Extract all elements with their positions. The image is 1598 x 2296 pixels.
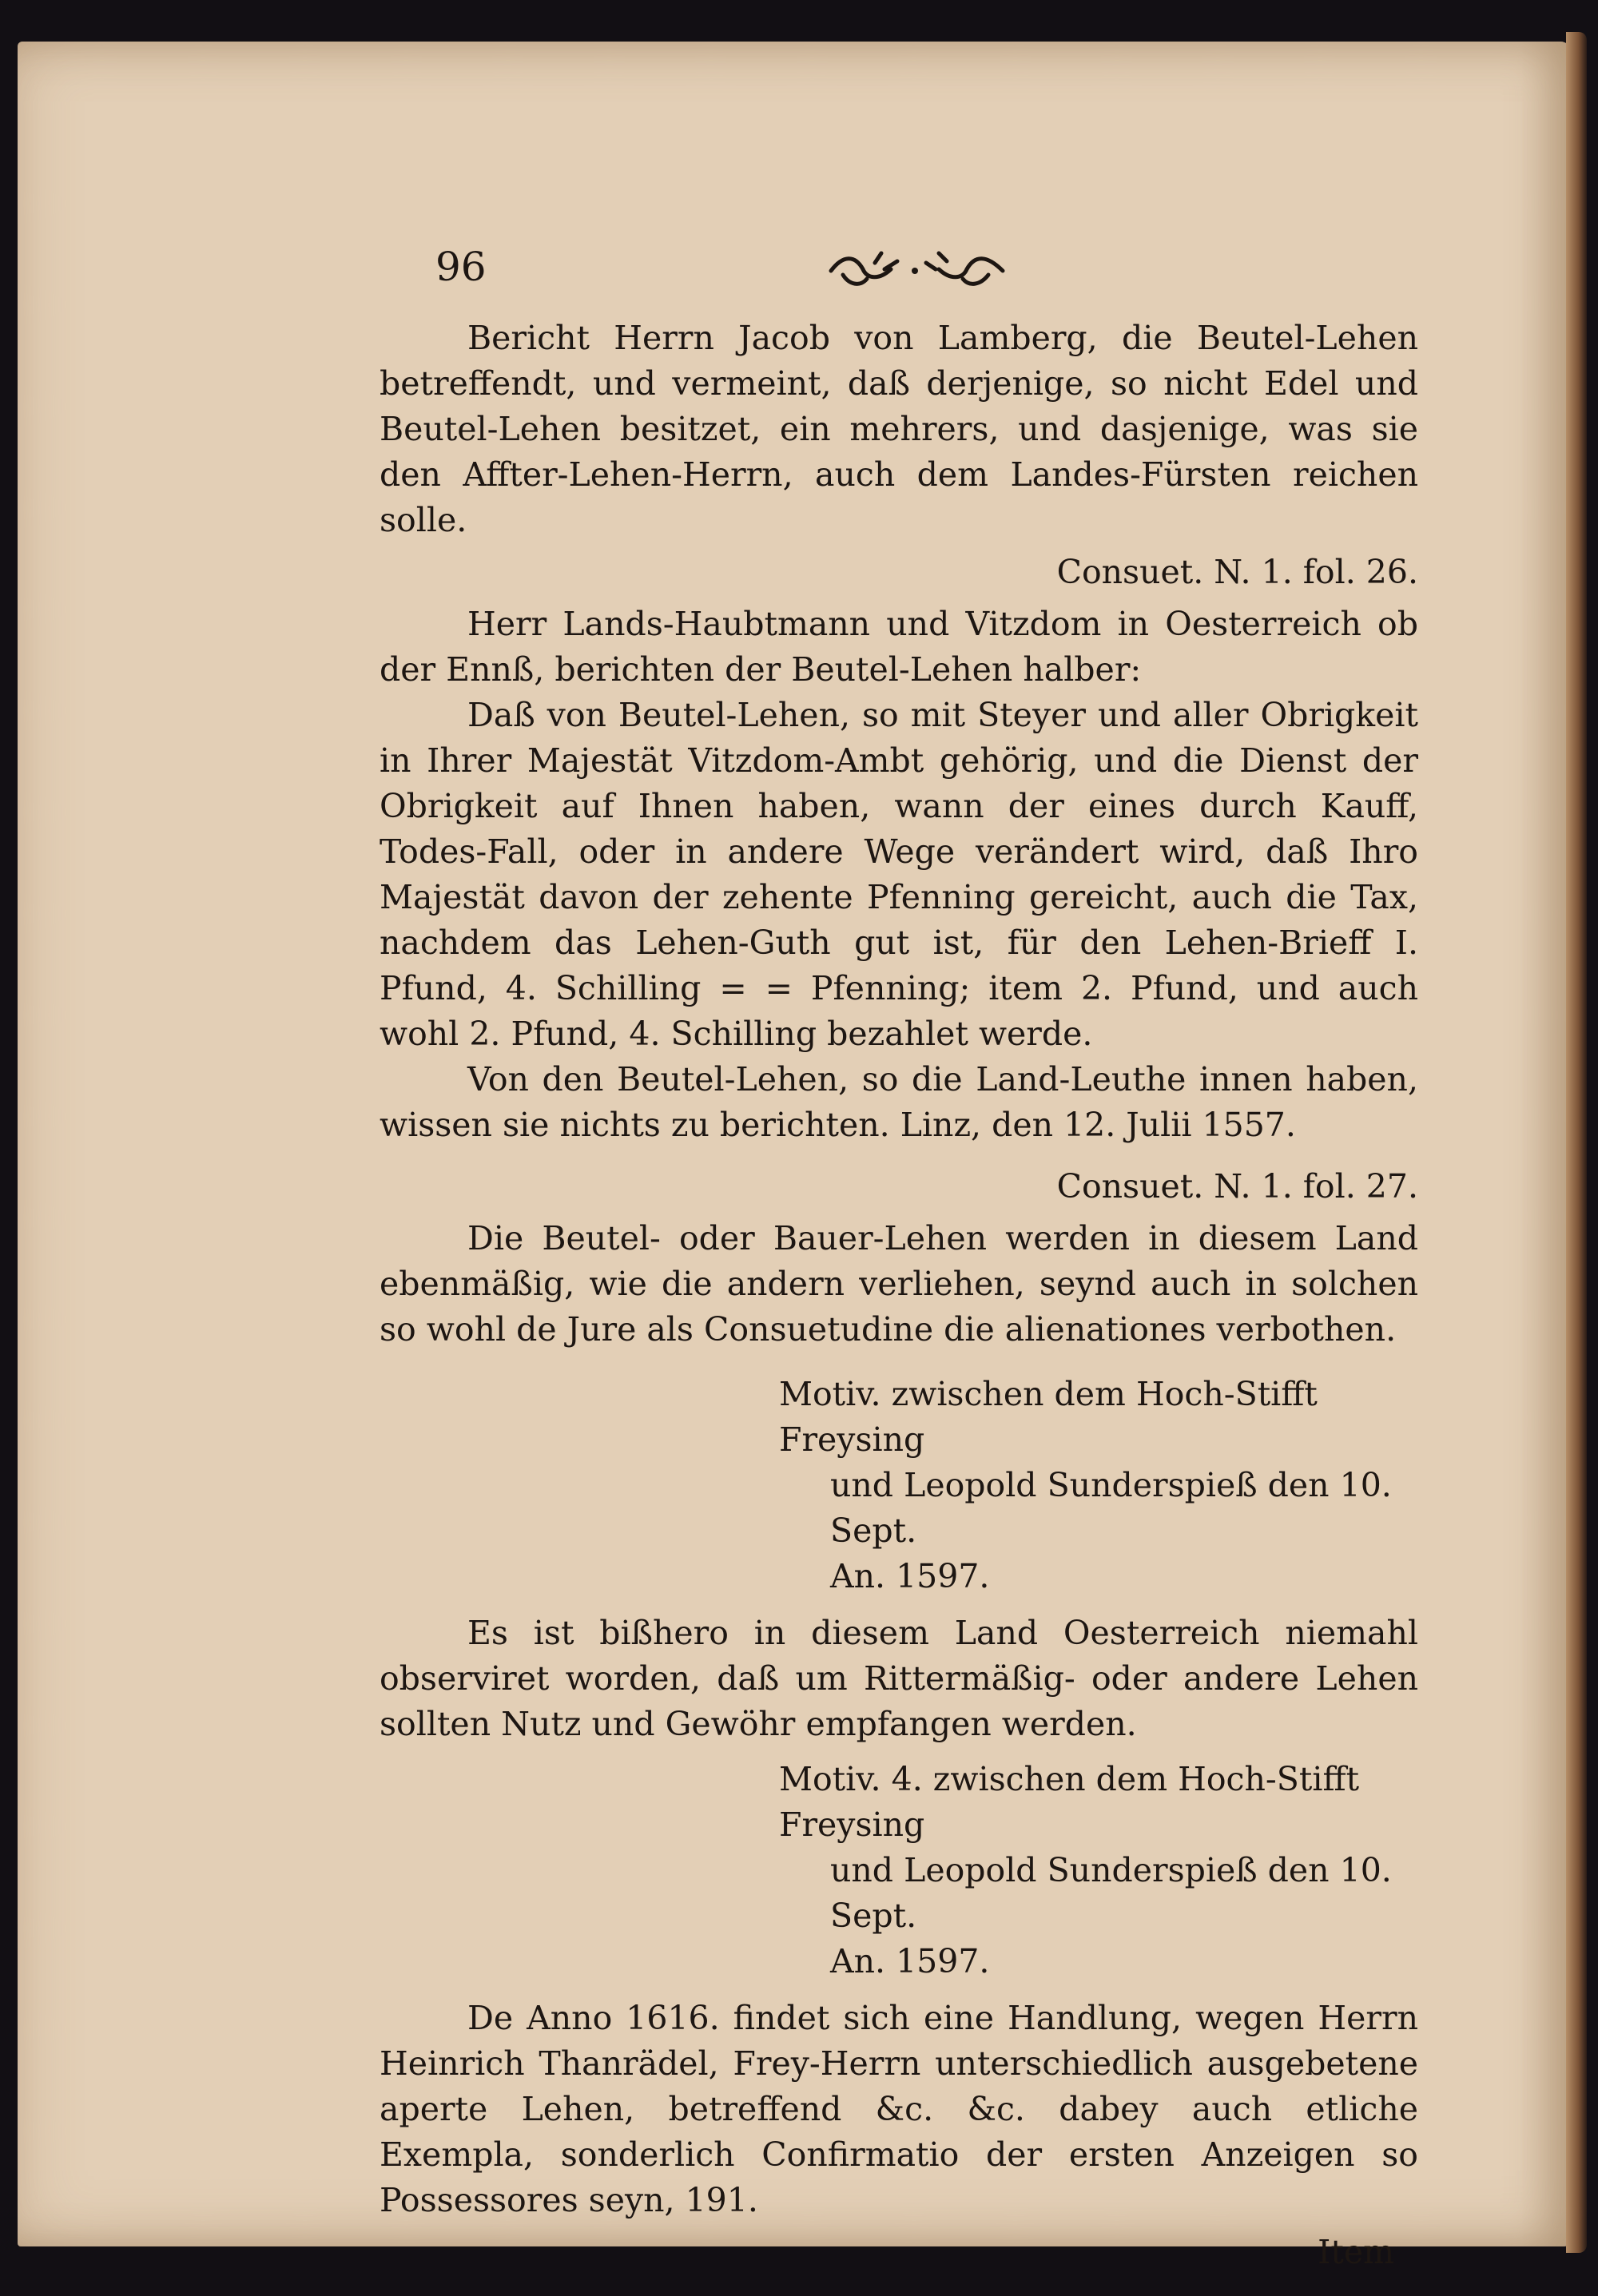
paragraph-beutel-lehen: Daß von Beutel-Lehen, so mit Steyer und aller Obrigkeit in Ihrer Majestät Vitzdom-Ambt gehörig, und die Dienst der Obrigkeit auf Ihnen haben, wann der eines durch Kauff, Todes-Fall, oder in andere Wege verändert wird, daß Ihro Majestät davon der zehente Pfenning gereicht, auch die Tax, nachdem das Lehen-Guth gut ist, für den Lehen-Brieff I. Pfund, 4. Schilling = = Pfenning; item 2. Pfund, und auch wohl 2. Pfund, 4. Schilling bezahlet werde.: [380, 696, 1418, 1053]
page-header: [435, 244, 1043, 300]
page-edge: [1566, 32, 1587, 2253]
paragraph-landshauptmann: Herr Lands-Haubtmann und Vitzdom in Oesterreich ob der Ennß, berichten der Beutel-Lehen halber:: [380, 605, 1418, 689]
citation: Consuet. N. 1. fol. 26.: [1056, 553, 1418, 591]
motiv-reference: [779, 1757, 1418, 1984]
motiv-line: An. 1597.: [830, 1557, 990, 1595]
paragraph-lamberg-report: Bericht Herrn Jacob von Lamberg, die Beutel-Lehen betreffendt, und vermeint, daß derjenige, so nicht Edel und Beutel-Lehen besitzet, ein mehrers, und dasjenige, was sie den Affter-Lehen-Herrn, auch dem Landes-Fürsten reichen solle.: [380, 319, 1418, 539]
catchword: Item: [1318, 2233, 1394, 2271]
motiv-line: An. 1597.: [830, 1942, 990, 1980]
fleuron-icon: [819, 247, 1019, 295]
page-body: [380, 316, 1418, 2275]
paragraph-rittermaessig: Es ist bißhero in diesem Land Oesterreich niemahl observiret worden, daß um Rittermäßig- oder andere Lehen sollten Nutz und Gewöhr empfangen werden.: [380, 1614, 1418, 1743]
paragraph-land-leuthe: Von den Beutel-Lehen, so die Land-Leuthe innen haben, wissen sie nichts zu berichten. Linz, den 12. Julii 1557.: [380, 1060, 1418, 1144]
motiv-reference: [779, 1372, 1418, 1599]
citation: Consuet. N. 1. fol. 27.: [1056, 1167, 1418, 1206]
motiv-line: und Leopold Sunderspieß den 10. Sept.: [830, 1851, 1392, 1935]
motiv-line: Motiv. 4. zwischen dem Hoch-Stifft Freysing: [779, 1760, 1360, 1844]
page-number: 96: [435, 244, 487, 290]
paragraph-anno-1616: De Anno 1616. findet sich eine Handlung, wegen Herrn Heinrich Thanrädel, Frey-Herrn unterschiedlich ausgebetene aperte Lehen, betreffend &c. &c. dabey auch etliche Exempla, sonderlich Confirmatio der ersten Anzeigen so Possessores seyn, 191.: [380, 1999, 1418, 2219]
paragraph-bauer-lehen: Die Beutel- oder Bauer-Lehen werden in diesem Land ebenmäßig, wie die andern verliehen, seynd auch in solchen so wohl de Jure als Consuetudine die alienationes verbothen.: [380, 1219, 1418, 1349]
motiv-line: Motiv. zwischen dem Hoch-Stifft Freysing: [779, 1375, 1318, 1459]
motiv-line: und Leopold Sunderspieß den 10. Sept.: [830, 1466, 1392, 1550]
